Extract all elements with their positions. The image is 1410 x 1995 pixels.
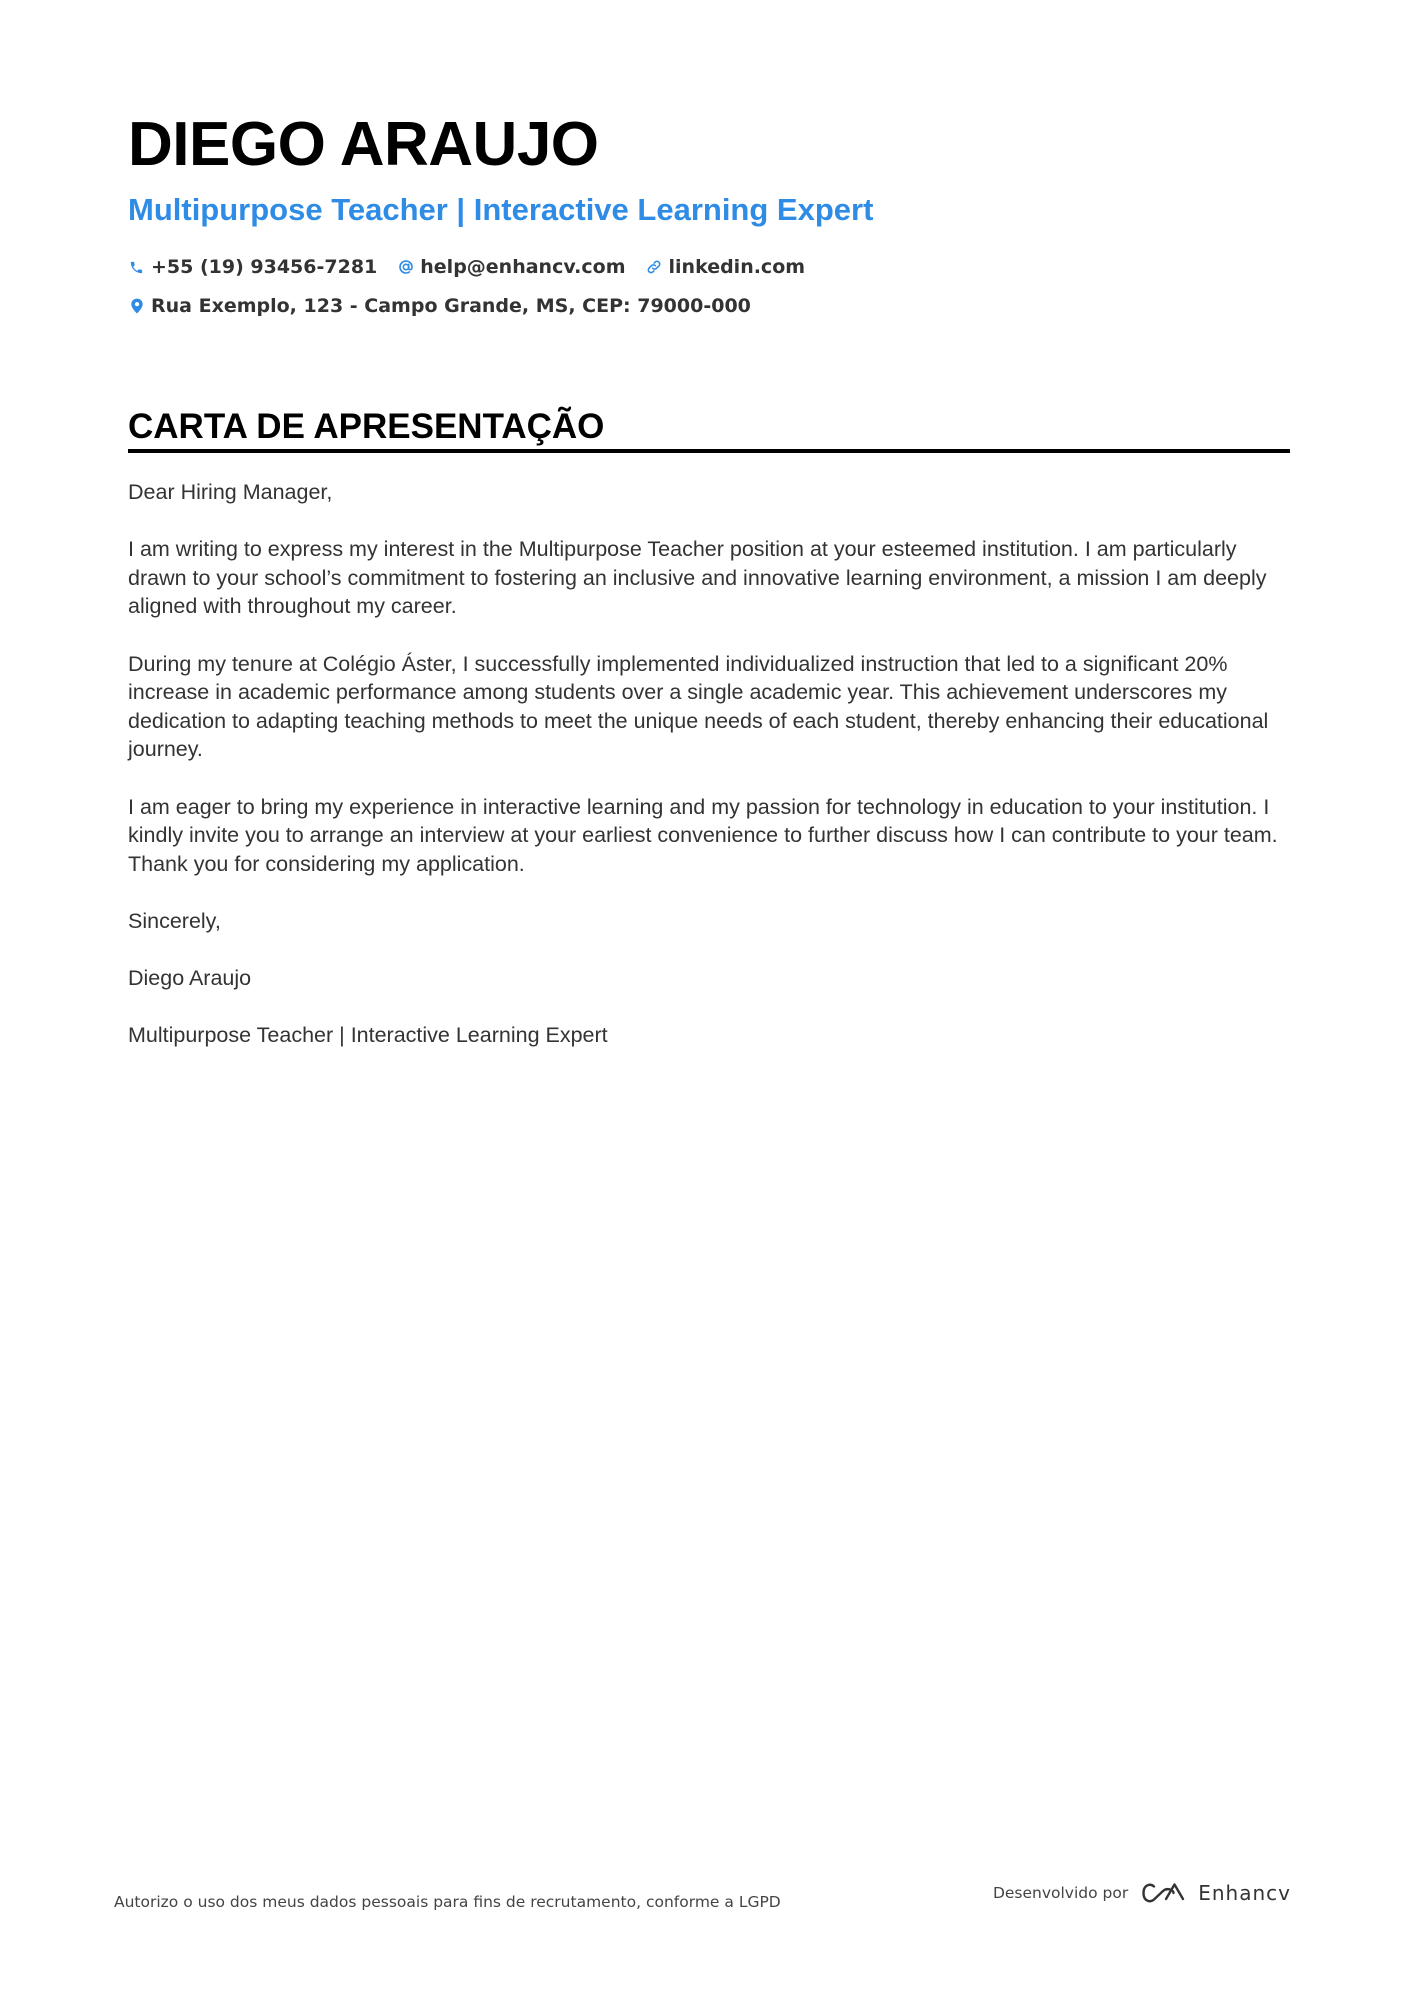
phone-icon xyxy=(128,259,145,276)
candidate-name: DIEGO ARAUJO xyxy=(128,110,599,179)
email-text: help@enhancv.com xyxy=(420,256,626,278)
at-icon xyxy=(397,259,414,276)
contact-phone[interactable] xyxy=(128,256,377,278)
gdpr-consent-text: Autorizo o uso dos meus dados pessoais para fins de recrutamento, conforme a LGPD xyxy=(114,1893,781,1911)
address-text: Rua Exemplo, 123 - Campo Grande, MS, CEP: 79000-000 xyxy=(151,295,751,317)
letter-paragraph-2: During my tenure at Colégio Áster, I successfully implemented individualized instruction that led to a significant 20% increase in academic performance among students over a single academic year. This achievement underscores my dedication to adapting teaching methods to meet the unique needs of each student, thereby enhancing their educational journey. xyxy=(128,651,1269,762)
footer-brand[interactable] xyxy=(993,1880,1291,1906)
section-divider xyxy=(128,449,1290,453)
signature-title: Multipurpose Teacher | Interactive Learning Expert xyxy=(128,1023,608,1048)
linkedin-text: linkedin.com xyxy=(668,256,806,278)
contact-email[interactable] xyxy=(397,256,625,278)
section-title: CARTA DE APRESENTAÇÃO xyxy=(128,407,605,446)
contact-address xyxy=(128,295,751,317)
contact-linkedin[interactable] xyxy=(646,256,806,278)
letter-body xyxy=(128,478,1290,1078)
contact-info xyxy=(128,252,1290,330)
location-pin-icon xyxy=(128,298,145,315)
phone-text: +55 (19) 93456-7281 xyxy=(151,256,378,278)
candidate-headline: Multipurpose Teacher | Interactive Learning Expert xyxy=(128,192,874,227)
contact-row-1 xyxy=(128,252,1290,282)
enhancv-wordmark: Enhancv xyxy=(1198,1881,1291,1905)
enhancv-logo-icon xyxy=(1140,1880,1186,1906)
contact-row-2 xyxy=(128,291,1290,321)
letter-paragraph-3: I am eager to bring my experience in interactive learning and my passion for technology in education to your institution. I kindly invite you to arrange an interview at your earliest convenience to further discuss how I can contribute to your team. Thank you for considering my application. xyxy=(128,794,1278,876)
powered-by-text: Desenvolvido por xyxy=(992,1884,1129,1902)
letter-greeting: Dear Hiring Manager, xyxy=(128,480,333,504)
link-icon xyxy=(646,259,663,276)
signature-name: Diego Araujo xyxy=(128,966,252,991)
letter-paragraph-1: I am writing to express my interest in the Multipurpose Teacher position at your esteemed institution. I am particularly drawn to your school’s commitment to fostering an inclusive and innovative learning environment, a mission I am deeply aligned with throughout my career. xyxy=(128,537,1267,619)
letter-closing: Sincerely, xyxy=(128,908,221,933)
